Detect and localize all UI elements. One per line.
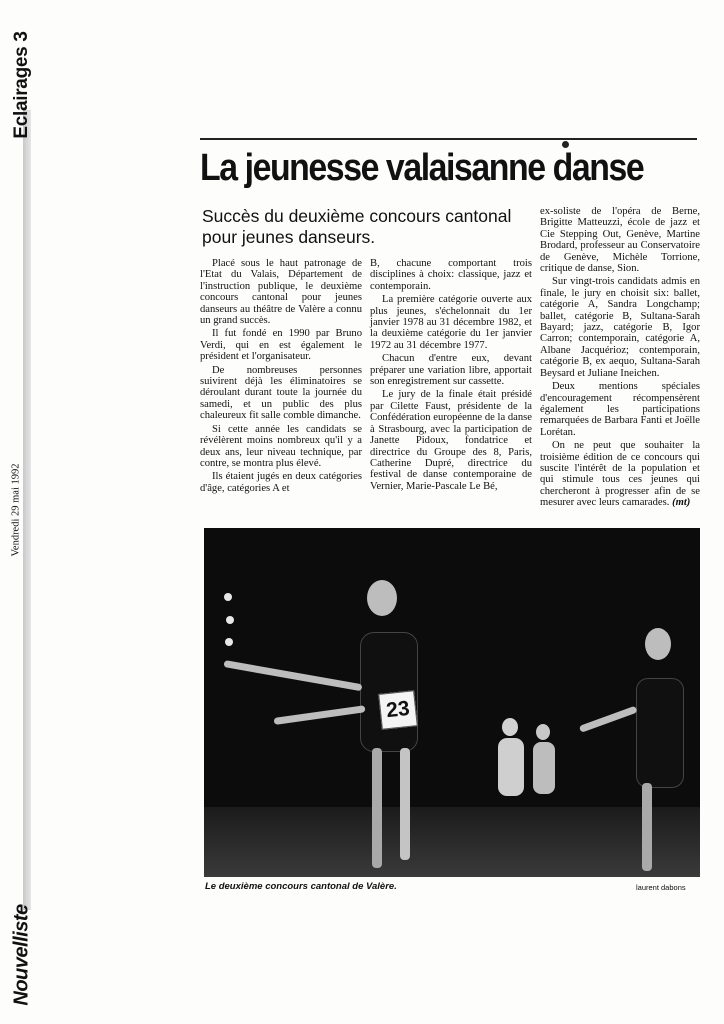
article-column-1 — [200, 258, 362, 496]
dancer-head — [536, 724, 550, 740]
newspaper-masthead — [2, 890, 42, 1020]
paragraph-text: On ne peut que souhaiter la troisième édition de ce concours qui suscite l'intérêt de la population et qui stimule tous ces jeunes qui chercheront à progresser afin de se mesurer avec leurs camarades. — [540, 440, 700, 509]
page-date — [2, 440, 30, 580]
paragraph: Deux mentions spéciales d'encouragement récompensèrent également les participations remarquées de Barbara Fanti et Joëlle Lorétan. — [540, 381, 700, 438]
article-headline: La jeunesse valaisanne danse — [200, 147, 644, 189]
article-deck: Succès du deuxième concours cantonal pour jeunes danseurs. — [202, 206, 512, 247]
section-label-text: Eclairages 3 — [11, 31, 32, 139]
paragraph: De nombreuses personnes suivirent déjà les éliminatoires se déroulant durant toute la journée du samedi, et un public des plus chaleureux fit salle comble dimanche. — [200, 364, 362, 422]
paragraph: Il fut fondé en 1990 par Bruno Verdi, qui en est également le président et l'organisateur. — [200, 328, 362, 363]
dancer-leotard — [533, 742, 555, 794]
photo-caption: Le deuxième concours cantonal de Valère. — [205, 881, 397, 892]
dancer-leotard — [498, 738, 524, 796]
photo-credit: laurent dabons — [636, 883, 686, 892]
article-photo — [204, 528, 700, 877]
author-signature: (mt) — [672, 497, 691, 509]
section-label — [4, 10, 40, 160]
dancer-background-group — [204, 528, 700, 877]
paragraph: Si cette année les candidats se révélèrent moins nombreux qu'il y a deux ans, leur niveau technique, par contre, se montra plus élevé. — [200, 423, 362, 469]
paragraph: ex-soliste de l'opéra de Berne, Brigitte Matteuzzi, école de jazz et Cie Stepping Out, Genève, Martine Brodard, professeur au Conservatoire de Genève, Michèle Torrione, critique de danse, Sion. — [540, 206, 700, 275]
paragraph: Placé sous le haut patronage de l'Etat du Valais, Département de l'instruction publique, le deuxième concours cantonal pour jeunes danseurs au théâtre de Valère a connu un grand succès. — [200, 258, 362, 327]
dancer-head — [502, 718, 518, 736]
masthead-text: Nouvelliste — [10, 904, 33, 1006]
paragraph: Ils étaient jugés en deux catégories d'âge, catégories A et — [200, 471, 362, 494]
dancer-bib-number: 23 — [378, 690, 418, 730]
paragraph: B, chacune comportant trois disciplines à choix: classique, jazz et contemporain. — [370, 258, 532, 292]
article-column-2 — [370, 258, 532, 494]
paragraph: La première catégorie ouverte aux plus jeunes, s'échelonnait du 1er janvier 1978 au 31 décembre 1982, et la deuxième catégorie du 1er janvier 1972 au 31 décembre 1977. — [370, 294, 532, 351]
paragraph — [540, 440, 700, 508]
paragraph: Le jury de la finale était présidé par Cilette Faust, présidente de la Confédération européenne de la danse à Strasbourg, avec la participation de Janette Pidoux, fondatrice et directrice du Groupe des 8, Paris, Catherine Dupré, directrice du festival de danse contemporaine de Vernier, Marie-Pascale Le Bé, — [370, 389, 532, 492]
headline-rule — [200, 138, 697, 140]
page-date-text: Vendredi 29 mai 1992 — [10, 463, 22, 557]
paragraph: Chacun d'entre eux, devant préparer une variation libre, apportait son enregistrement sur cassette. — [370, 353, 532, 388]
paragraph: Sur vingt-trois candidats admis en finale, le jury en choisit six: ballet, catégorie A, Sandra Longchamp; ballet, catégorie B, Sultana-Sarah Bayard; jazz, catégorie B, Igor Carron; contemporain, catégorie A, Albane Jacquérioz; contemporain, catégorie B, ex aequo, Sultana-Sarah Beysard et Juliane Ineichen. — [540, 276, 700, 379]
article-column-3 — [540, 206, 700, 511]
